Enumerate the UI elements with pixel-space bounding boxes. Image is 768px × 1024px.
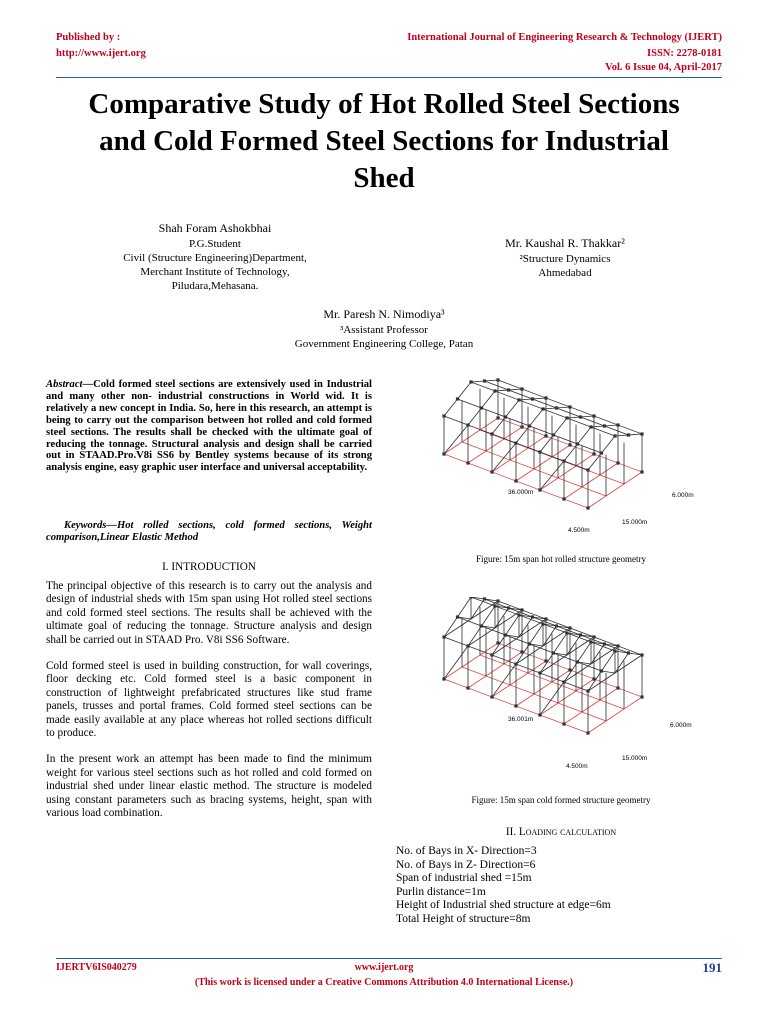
author-1-institute: Merchant Institute of Technology, [140, 266, 290, 278]
footer-url-link[interactable]: www.ijert.org [354, 962, 414, 973]
loading-item: Purlin distance=1m [396, 885, 486, 898]
shed-wireframe [442, 597, 643, 735]
abstract-text: —Cold formed steel sections are extensively used in Industrial and many other non- industrial constructions in World wid. It is relatively a new concept in India. So, here in this research, an attempt is being to carry out the comparison between hot rolled and cold formed steel sections. The results shall be checked with the ultimate goal of reducing the tonnage. Structural analysis and design shall be carried out in STAAD.Pro.V8i SS6 by Bentley systems because of its strong analysis engine, easy graphic user interface and universal acceptability. [46, 379, 372, 474]
loading-item: Total Height of structure=8m [396, 912, 531, 925]
paper-title [40, 86, 728, 197]
title-line-2: and Cold Formed Steel Sections for Industrial [99, 125, 669, 157]
abstract [46, 379, 372, 474]
author-2-block [430, 236, 700, 280]
author-3-block [234, 307, 534, 351]
figure-2-structure-geometry [396, 597, 726, 775]
publisher-url-link[interactable]: http://www.ijert.org [56, 48, 146, 59]
page-number: 191 [702, 960, 722, 975]
author-2-role: ²Structure Dynamics [519, 253, 611, 265]
shed-wireframe [442, 378, 643, 509]
figure-1-caption: Figure: 15m span hot rolled structure geometry [476, 554, 646, 564]
dimension-span-label: 15.000m [622, 519, 648, 526]
author-2-name: Mr. Kaushal R. Thakkar² [505, 236, 625, 250]
volume-issue: Vol. 6 Issue 04, April-2017 [605, 62, 722, 73]
author-3-name: Mr. Paresh N. Nimodiya³ [323, 307, 445, 321]
figure-2 [396, 597, 726, 775]
intro-paragraph-2: Cold formed steel is used in building construction, for wall coverings, floor decking etc. Cold formed steel is a basic component in construction of lightweight prefabricated structures like stud frame panels, trusses and portal frames. Cold formed steel sections can be made easily available at any place whereas hot rolled sections difficult to produce. [46, 660, 372, 740]
author-1-place: Piludara,Mehasana. [171, 280, 259, 292]
loading-item: No. of Bays in X- Direction=3 [396, 845, 537, 857]
footer-divider [56, 958, 722, 959]
title-line-1: Comparative Study of Hot Rolled Steel Sections [88, 88, 680, 120]
dimension-height-label: 6.000m [672, 492, 694, 499]
loading-item: Span of industrial shed =15m [396, 872, 532, 884]
title-line-3: Shed [353, 162, 415, 194]
publisher-label: Published by : [56, 32, 121, 43]
header-divider [56, 77, 722, 78]
dimension-bay-label: 4.500m [568, 527, 590, 534]
dimension-span-label: 15.000m [622, 755, 648, 762]
journal-name: International Journal of Engineering Research & Technology (IJERT) [407, 32, 722, 43]
loading-item: Height of Industrial shed structure at edge=6m [396, 899, 611, 911]
dimension-height-label: 6.000m [670, 722, 692, 729]
dimension-length-label: 36.000m [508, 489, 534, 496]
section-heading-introduction: I. INTRODUCTION [162, 561, 256, 573]
dimension-bay-label: 4.500m [566, 763, 588, 770]
author-1-role: P.G.Student [189, 238, 241, 250]
author-3-role: ³Assistant Professor [340, 324, 428, 336]
keywords: Keywords—Hot rolled sections, cold formed sections, Weight comparison,Linear Elastic Method [46, 520, 372, 543]
figure-1 [396, 376, 726, 542]
paper-id: IJERTV6IS040279 [56, 962, 137, 973]
license-notice: (This work is licensed under a Creative Commons Attribution 4.0 International License.) [194, 977, 574, 988]
issn: ISSN: 2278-0181 [647, 48, 722, 59]
author-3-institute: Government Engineering College, Patan [294, 338, 474, 350]
section-heading-loading: II. Loading calculation [505, 826, 617, 838]
loading-list [396, 845, 726, 926]
loading-item: No. of Bays in Z- Direction=6 [396, 858, 536, 871]
introduction-body [46, 580, 372, 834]
author-1-dept: Civil (Structure Engineering)Department, [123, 252, 307, 264]
figure-1-structure-geometry [396, 376, 726, 542]
figure-2-caption: Figure: 15m span cold formed structure geometry [471, 795, 651, 805]
dimension-length-label: 36.001m [508, 716, 534, 723]
author-2-place: Ahmedabad [538, 267, 592, 279]
author-1-name: Shah Foram Ashokbhai [158, 221, 272, 235]
author-1-block [60, 221, 370, 293]
abstract-label: Abstract [46, 379, 83, 390]
intro-paragraph-1: The principal objective of this research is to carry out the analysis and design of industrial sheds with 15m span using Hot rolled steel sections and cold formed steel sections. The results shall be achieved with the ultimate goal of reducing the tonnage. Structure analysis and design shall be carried out in STAAD Pro. V8i SS6 Software. [46, 580, 372, 646]
intro-paragraph-3: In the present work an attempt has been made to find the minimum weight for various steel sections such as hot rolled and cold formed on industrial shed under linear elastic method. The structure is modeled using constant parameters such as bracing systems, height, span with various load combination. [46, 753, 372, 820]
